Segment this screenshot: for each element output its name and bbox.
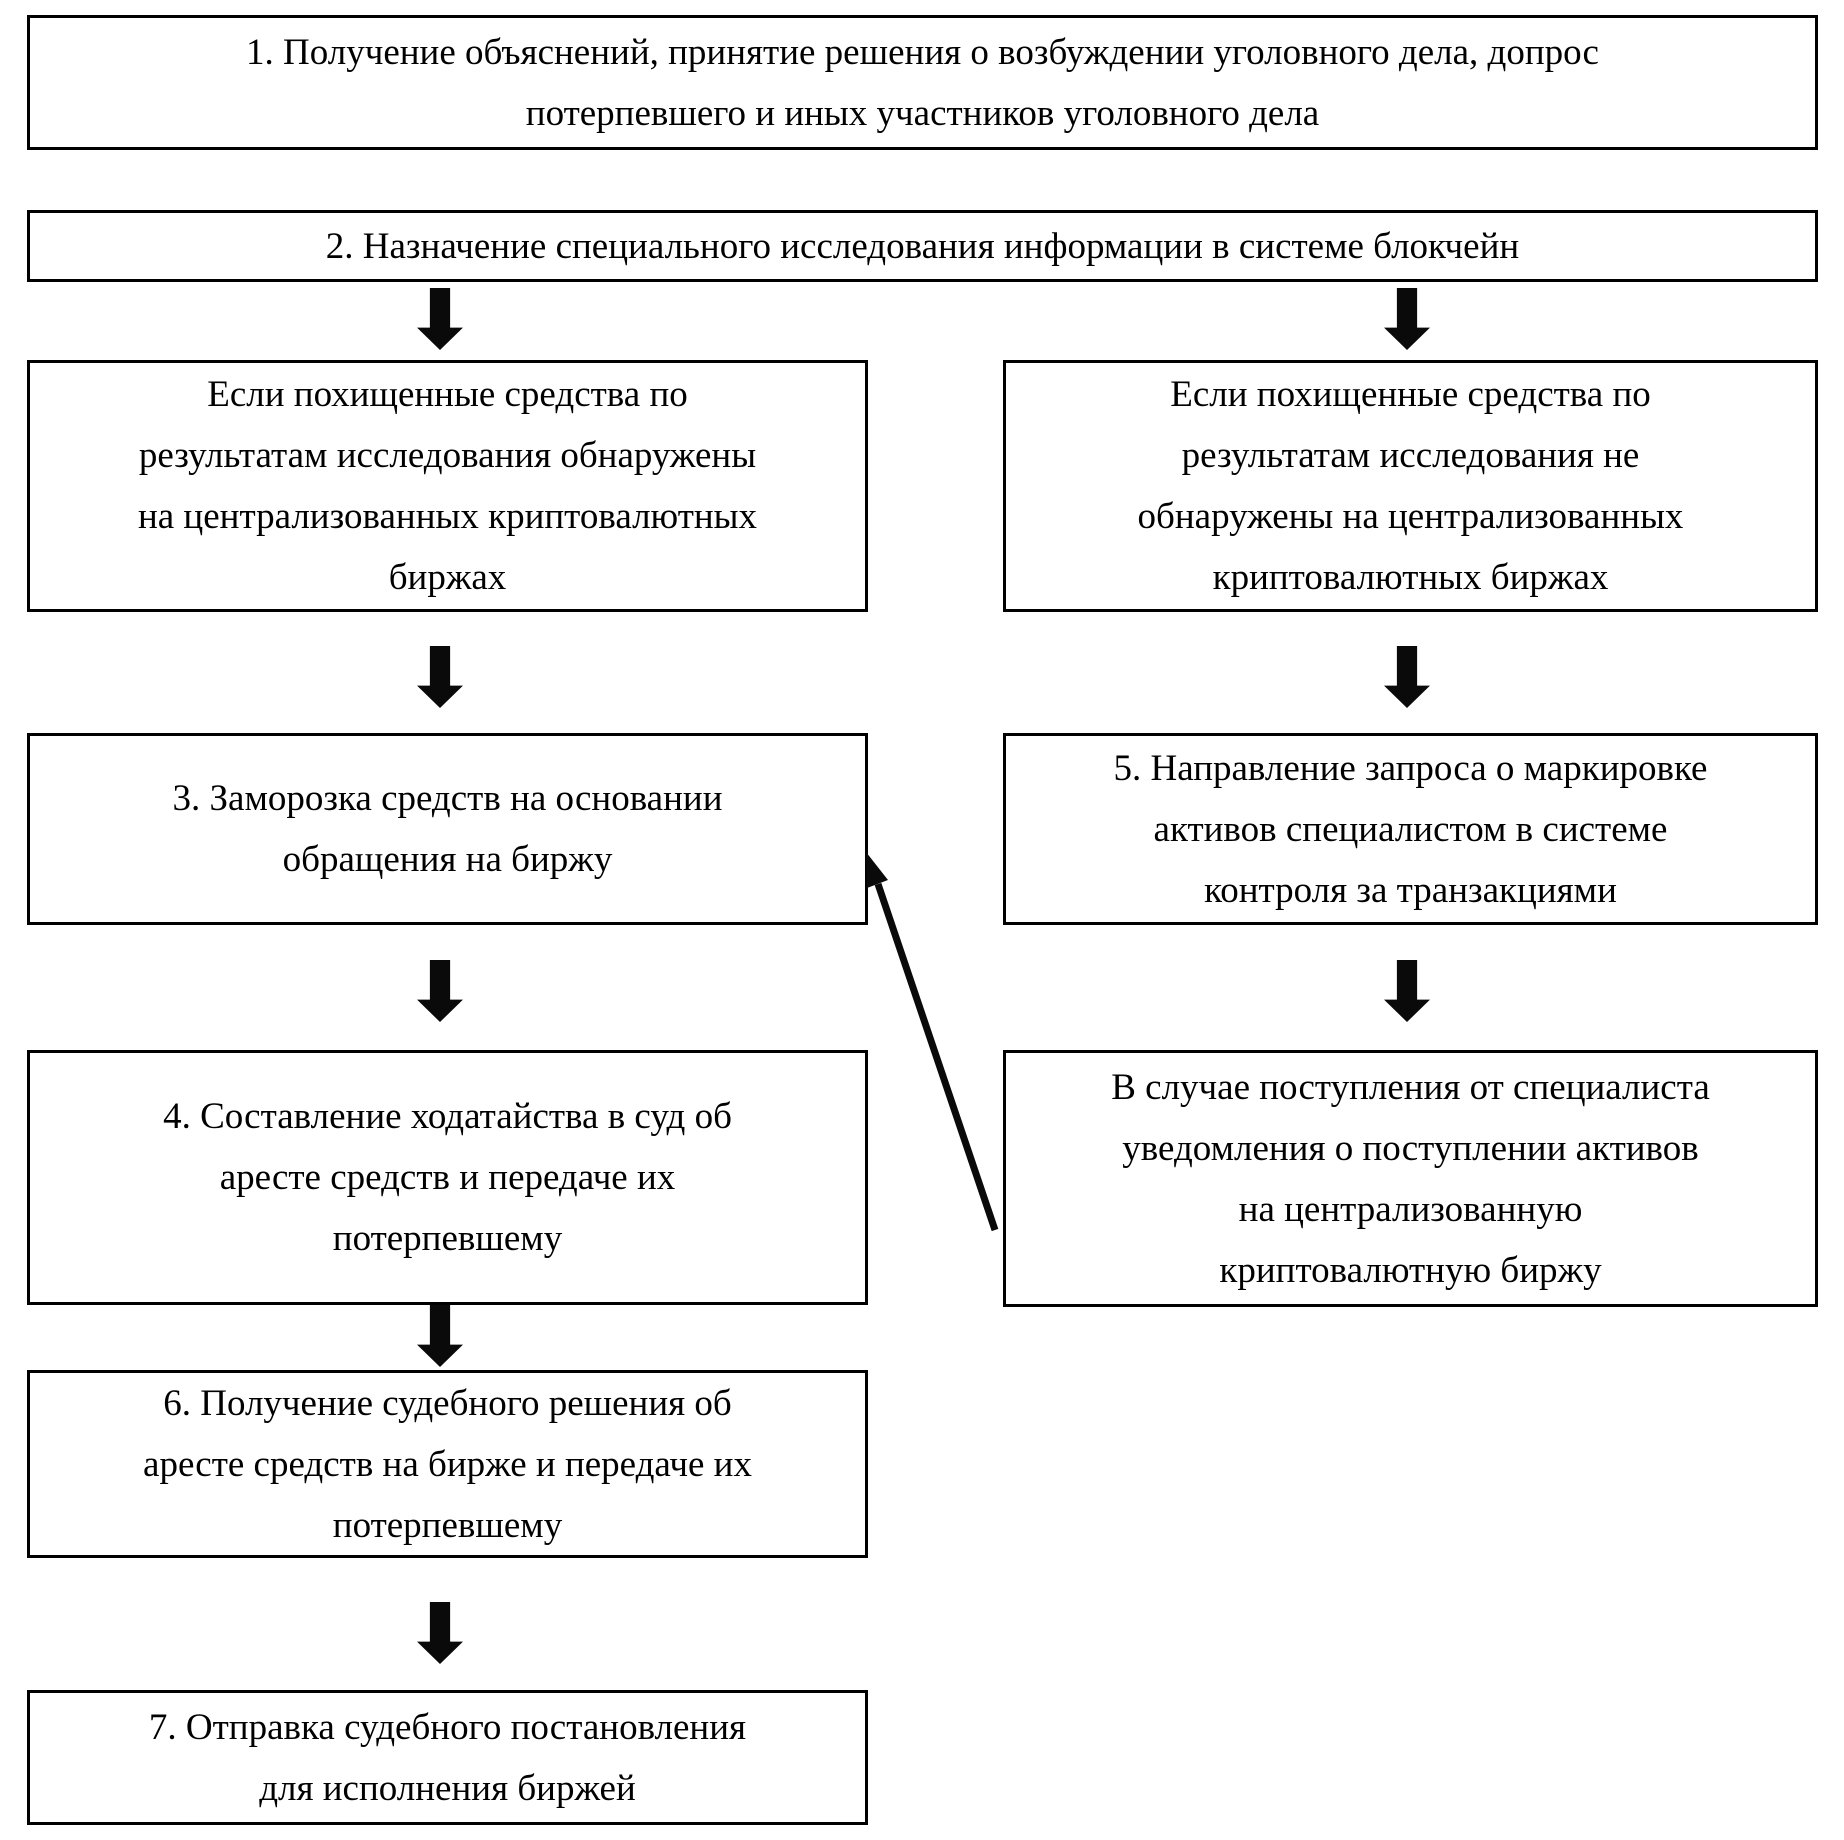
node-step3-line: обращения на биржу [282, 839, 613, 880]
node-case-assets-received [1003, 1050, 1818, 1307]
down-arrow-cond-not-found-to-step5 [1384, 646, 1430, 708]
node-step4-line: потерпевшему [332, 1218, 563, 1259]
down-arrow-step6-to-step7 [417, 1602, 463, 1664]
node-case-received-line: на централизованную [1238, 1188, 1583, 1230]
down-arrow-step3-to-step4 [417, 960, 463, 1022]
node-step4-line: 4. Составление ходатайства в суд об [163, 1096, 732, 1137]
node-step3 [27, 733, 868, 925]
down-arrow-step2-to-cond-found [417, 288, 463, 350]
node-step7-line: 7. Отправка судебного постановления [148, 1706, 747, 1748]
node-step4-line: аресте средств и передаче их [219, 1157, 676, 1198]
node-condition-funds-found [27, 360, 868, 612]
down-arrow-step4-to-step6 [417, 1305, 463, 1367]
node-step5-line: контроля за транзакциями [1204, 869, 1617, 911]
node-step5 [1003, 733, 1818, 925]
node-step4 [27, 1050, 868, 1305]
node-step5-line: 5. Направление запроса о маркировке [1113, 747, 1708, 789]
node-cond-not-found-line: обнаружены на централизованных [1137, 496, 1684, 537]
node-case-received-line: криптовалютную биржу [1219, 1249, 1602, 1291]
node-step2 [27, 210, 1818, 282]
node-step1-line: 1. Получение объяснений, принятие решения о возбуждении уголовного дела, допрос [246, 31, 1599, 73]
node-step2-line: 2. Назначение специального исследования информации в системе блокчейн [325, 225, 1520, 267]
node-cond-found-line: результатам исследования обнаружены [138, 435, 757, 476]
node-cond-found-line: на централизованных криптовалютных [137, 496, 758, 537]
node-step3-line: 3. Заморозка средств на основании [172, 778, 723, 819]
node-condition-funds-not-found [1003, 360, 1818, 612]
node-step1-line: потерпевшего и иных участников уголовного дела [525, 92, 1320, 134]
node-step6 [27, 1370, 868, 1558]
down-arrow-cond-found-to-step3 [417, 646, 463, 708]
down-arrow-step5-to-case-received [1384, 960, 1430, 1022]
node-step5-line: активов специалистом в системе [1153, 808, 1668, 850]
node-step6-line: 6. Получение судебного решения об [163, 1382, 732, 1424]
node-case-received-line: В случае поступления от специалиста [1111, 1066, 1710, 1108]
node-cond-found-line: биржах [388, 557, 507, 598]
node-step1 [27, 15, 1818, 150]
node-step6-line: аресте средств на бирже и передаче их [143, 1443, 752, 1485]
node-cond-not-found-line: результатам исследования не [1181, 435, 1640, 476]
node-case-received-line: уведомления о поступлении активов [1122, 1127, 1699, 1169]
node-cond-not-found-line: Если похищенные средства по [1170, 374, 1651, 415]
node-cond-not-found-line: криптовалютных биржах [1212, 557, 1609, 598]
down-arrow-step2-to-cond-not-found [1384, 288, 1430, 350]
node-step6-line: потерпевшему [332, 1504, 563, 1546]
node-step7-line: для исполнения биржей [259, 1767, 636, 1809]
node-cond-found-line: Если похищенные средства по [207, 374, 688, 415]
node-step7 [27, 1690, 868, 1825]
